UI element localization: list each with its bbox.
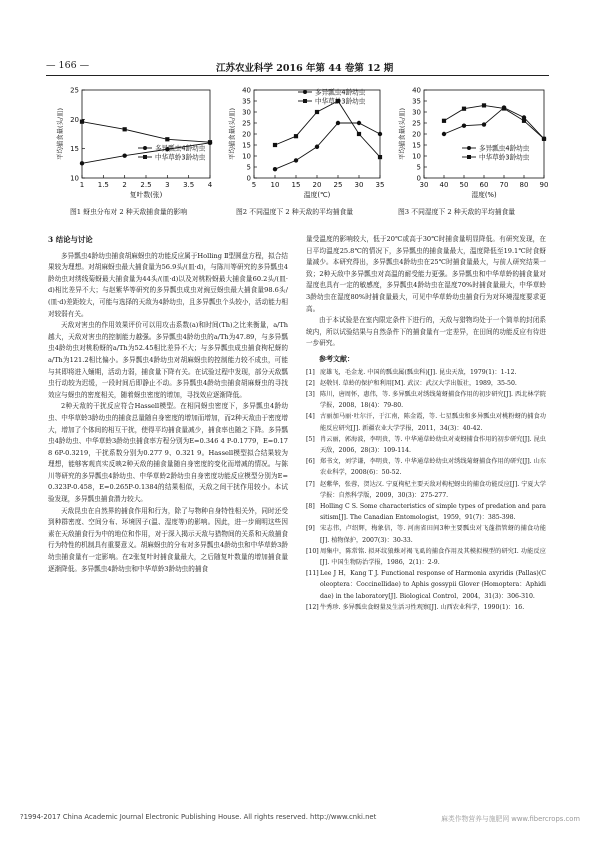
legend-marker <box>303 99 307 103</box>
x-tick-label: 35 <box>375 181 385 189</box>
x-axis-label: 湿度(%) <box>471 191 497 199</box>
legend-label: 多异瓢虫4龄幼虫 <box>479 144 530 153</box>
reference-item <box>306 479 546 501</box>
legend-label: 中华草蛉3龄幼虫 <box>479 153 530 162</box>
data-point <box>442 119 446 123</box>
data-point <box>315 145 319 149</box>
x-tick-label: 25 <box>333 181 343 189</box>
y-tick-label: 15 <box>412 141 421 150</box>
y-tick-label: 30 <box>412 108 421 117</box>
figure-1 <box>46 82 218 212</box>
y-tick-label: 15 <box>70 145 79 154</box>
reference-text: 赵敬钊. 草蛉的保护和利用[M]. 武汉：武汉大学出版社，1989，35-50. <box>320 379 517 387</box>
y-tick-label: 40 <box>242 86 251 95</box>
reference-item <box>306 378 546 389</box>
series-line-2 <box>82 122 210 143</box>
x-tick-label: 60 <box>479 181 489 189</box>
copyright-notice: ?1994-2017 China Academic Journal Electronic Publishing House. All rights reserved. http://www.cnki.net <box>20 813 377 821</box>
left-column <box>48 234 288 575</box>
figure-1-chart <box>46 82 218 206</box>
reference-number: [1] <box>306 368 315 376</box>
body-paragraph: 天敌昆虫在自然界的捕食作用和行为，除了与物种自身特性相关外，同时还受到种群密度、空间分布、环境因子(温、湿度等)的影响。因此，进一步阐明这些因素在天敌捕食行为中的地位和作用，对于深入揭示天敌与猎物间的关系和天敌捕食行为特性的机制具有重要意义。胡麻蚜虫的分布对多异瓢虫4龄幼虫和中华草蛉3龄幼虫捕食量有一定影响。在2张复叶时捕食量最大，之后随复叶数量的增加捕食量逐渐降低。多异瓢虫4龄幼虫和中华草蛉3龄幼虫的捕食 <box>48 506 288 573</box>
y-tick-label: 20 <box>70 115 79 124</box>
reference-text: Holling C S. Some characteristics of simple types of predation and parasitism[J]. The Canadian Entomologist，1959，91(7)：385-398. <box>320 502 546 522</box>
legend-label: 多异瓢虫4龄幼虫 <box>315 88 366 97</box>
series-line-1 <box>275 123 380 169</box>
x-tick-label: 4 <box>207 181 213 189</box>
y-tick-label: 25 <box>412 119 421 128</box>
reference-number: [6] <box>306 458 315 466</box>
reference-number: [10] <box>306 547 319 555</box>
data-point <box>294 134 298 138</box>
data-point <box>123 127 127 131</box>
reference-item <box>306 367 546 378</box>
reference-item <box>306 568 546 602</box>
y-tick-label: 20 <box>412 130 421 139</box>
header-divider <box>46 75 549 76</box>
references-heading: 参考文献： <box>319 353 354 363</box>
y-tick-label: 10 <box>242 152 251 161</box>
x-tick-label: 10 <box>270 181 280 189</box>
legend-label: 中华草蛉3龄幼虫 <box>155 153 206 162</box>
data-point <box>357 121 361 125</box>
y-axis-label: 平均捕食量(头/皿) <box>398 108 406 160</box>
reference-number: [3] <box>306 390 315 398</box>
y-tick-label: 5 <box>246 163 251 172</box>
data-point <box>442 132 446 136</box>
x-tick-label: 30 <box>354 181 364 189</box>
figure-2-chart <box>220 82 390 206</box>
x-axis-label: 温度(℃) <box>303 191 331 199</box>
reference-number: [9] <box>306 525 315 533</box>
x-tick-label: 2 <box>122 181 127 189</box>
x-tick-label: 20 <box>312 181 322 189</box>
body-paragraph: 由于本试验是在室内限定条件下进行的，天敌与猎物均处于一个简单的封闭系统内，所以试验结果与自然条件下的捕食量有一定差异，在田间的功能反应有待进一步研究。 <box>306 316 546 348</box>
x-tick-label: 3.5 <box>183 181 195 189</box>
x-tick-label: 2.5 <box>140 181 152 189</box>
body-paragraph: 天敌对害虫的作用效果评价可以用攻击系数(a)和时间(Th)之比来衡量，a/Th越大，天敌对害虫的控制能力越强。多异瓢虫4龄幼虫的a/Th为47.89，与多异瓢虫4龄幼虫对桃粉蚜的a/Th为52.45相比差异不大；与多异瓢虫成虫捕食枸杞蚜的a/Th为121.2相比偏小。多异瓢虫4龄幼虫对胡麻蚜虫的控制能力较不成虫，可能与其即将进入蛹期，活动力弱，捕食量下降有关。在试验过程中发现，部分天敌瓢虫行动较为迟缓，一段时间后即静止不动。多异瓢虫4龄幼虫捕食胡麻蚜虫的寻找效应与蚜虫的密度相关，随着蚜虫密度的增加，寻找效应逐渐降低。 <box>48 321 288 399</box>
legend-marker <box>143 146 147 150</box>
x-tick-label: 1 <box>79 181 85 189</box>
data-point <box>315 110 319 114</box>
reference-text: 宋志伟，卢绍辉，梅象信，等. 河南省田间3种主要瓢虫对飞蓬指管蚜的捕食功能[J]. 植物保护，2007(3)：30-33. <box>320 525 546 544</box>
y-tick-label: 25 <box>70 86 79 95</box>
x-tick-label: 30 <box>419 181 429 189</box>
y-axis-label: 平均捕食量(头/皿) <box>56 108 64 160</box>
reference-number: [2] <box>306 379 315 387</box>
data-point <box>208 140 212 144</box>
data-point <box>462 123 466 127</box>
data-point <box>482 122 486 126</box>
x-tick-label: 1.5 <box>97 181 109 189</box>
figure-3 <box>392 82 552 212</box>
watermark-text: 麻类作物营养与施肥网 www.fibercrops.com <box>441 815 580 823</box>
x-tick-label: 90 <box>539 181 549 189</box>
legend-marker <box>467 155 471 159</box>
figure-1-caption: 图1 蚜虫分布对 2 种天敌捕食量的影响 <box>70 208 188 216</box>
reference-item <box>306 501 546 523</box>
data-point <box>273 167 277 171</box>
data-point <box>80 161 84 165</box>
reference-text: 古丽加马丽·吐尔汗，于江南，陈金霞，等. 七星瓢虫和多异瓢虫对桃粉蚜的捕食功能反应研究[J]. 新疆农业大学学报，2011，34(3)：40-42. <box>320 413 546 432</box>
series-line-2 <box>444 105 544 138</box>
legend-marker <box>303 90 307 94</box>
data-point <box>462 107 466 111</box>
y-tick-label: 35 <box>242 97 251 106</box>
reference-text: Lee J H，Kang T J. Functional response of Harmonia axyridis (Pallas)(Coleoptera：Coccinellidae) to Aphis gossypii Glover (Homoptera：Aphididae) in the laboratory[J]. Biological Control，2004，31(3)：306-310. <box>320 570 546 600</box>
right-column <box>306 234 546 613</box>
y-tick-label: 40 <box>412 86 421 95</box>
reference-item <box>306 523 546 545</box>
x-tick-label: 50 <box>459 181 469 189</box>
series-line-2 <box>275 101 380 157</box>
legend-marker <box>467 146 471 150</box>
reference-number: [11] <box>306 570 319 578</box>
reference-text: 肖云丽，郭海波，李明贵，等. 中华通草蛉幼虫对麦蚜捕食作用的初步研究[J]. 昆虫天敌，2006，28(3)：109-114. <box>320 435 546 454</box>
x-tick-label: 80 <box>519 181 529 189</box>
x-tick-label: 15 <box>291 181 301 189</box>
page-footer <box>20 813 580 825</box>
body-paragraph: 2种天敌的干扰反应符合Hassell模型。在相同蚜虫密度下，多异瓢虫4龄幼虫、中华草蛉3龄幼虫的捕食总量随自身密度的增加而增加，而2种天敌由于密度增大，增加了个体间的相互干扰，使得平均捕食量减少，捕食率也随之下降。多异瓢虫4龄幼虫、中华草蛉3龄幼虫捕食率方程分别为E=0.346 4 P-0.1779，E=0.178 6P-0.3219，干扰系数分别为0.277 9、0.321 9。Hassell模型拟合结果较为理想，能够客观真实反映2种天敌的捕食量随自身密度的变化而增减的情况。与陈川等研究的多异瓢虫4龄幼虫、中华草蛉2龄幼虫自身密度功能反应模型分别为E=0.323P-0.458，E=0.265P-0.1384的结果相似，天敌之间干扰作用较小。本试验发现，多异瓢虫捕食潜力较大。 <box>48 402 288 504</box>
references-list <box>306 367 546 613</box>
reference-text: 牛秀珍. 多异瓢虫食蚜量及生活习性观察[J]. 山西农业科学，1990(1)：16. <box>320 603 525 611</box>
reference-item <box>306 411 546 433</box>
reference-text: 赵紫华，张蓉，贺达汉. 宁夏枸杞主要天敌对枸杞蚜虫的捕食功能反应[J]. 宁夏大学学报：自然科学版，2009，30(3)：275-277. <box>320 480 546 499</box>
y-tick-label: 10 <box>412 152 421 161</box>
data-point <box>294 158 298 162</box>
reference-item <box>306 456 546 478</box>
y-tick-label: 35 <box>412 97 421 106</box>
legend-label: 中华草蛉3龄幼虫 <box>315 97 366 106</box>
reference-text: 陈川，唐周怀，惠伟，等. 多异瓢虫对绣线菊蚜捕食作用的初步研究[J]. 西北林学院学报，2008，18(4)：79-80. <box>320 390 546 410</box>
y-tick-label: 10 <box>70 174 79 183</box>
x-tick-label: 70 <box>499 181 509 189</box>
data-point <box>336 121 340 125</box>
reference-text: 郑书文，刘学谦，李明贵，等. 中华通草蛉幼虫对绣线菊蚜捕食作用的研究[J]. 山东农业科学，2008(6)：50-52. <box>320 458 546 477</box>
reference-item <box>306 389 546 411</box>
y-tick-label: 0 <box>246 174 251 183</box>
data-point <box>482 103 486 107</box>
reference-number: [5] <box>306 435 315 443</box>
journal-title: 江苏农业科学 2016 年第 44 卷第 12 期 <box>216 63 394 74</box>
x-tick-label: 40 <box>439 181 449 189</box>
reference-text: 周集中，陈常铭. 拟环纹狼蛛对褐飞虱的捕食作用及其模拟模型的研究Ⅰ. 功能反应[J]. 中国生物防治学报，1986，2(1)：2-9. <box>320 547 546 566</box>
y-tick-label: 15 <box>242 141 251 150</box>
reference-item <box>306 602 546 613</box>
reference-number: [7] <box>306 480 315 488</box>
figure-3-chart <box>392 82 552 206</box>
y-tick-label: 20 <box>242 130 251 139</box>
data-point <box>542 137 546 141</box>
data-point <box>273 143 277 147</box>
legend-label: 多异瓢虫4龄幼虫 <box>155 144 206 153</box>
data-point <box>522 119 526 123</box>
body-paragraph: 多异瓢虫4龄幼虫捕食胡麻蚜虫的功能反应属于Holling Ⅱ型圆盘方程，拟合结果较为理想。对胡麻蚜虫最大捕食量为56.9头/(皿·d)，与陈川等研究的多异瓢虫4龄幼虫对绣线菊蚜最大捕食量为44头/(皿·d)以及对桃粉蚜最大捕食量60.2头/(皿·d)相比差异不大；与赵紫华等研究的多异瓢虫成虫对豌豆蚜虫最大捕食量98.6头/(皿·d)差距较大，可能与选择的天敌为4龄幼虫，且多异瓢虫个头较小，活动能力相对较弱有关。 <box>48 251 288 318</box>
data-point <box>122 154 126 158</box>
reference-text: 庞雄飞，毛金龙. 中国的瓢虫属(瓢虫科)[J]. 昆虫天敌，1979(1)：1-12. <box>320 368 517 376</box>
body-paragraph: 量受温度的影响较大，低于20℃或高于30℃时捕食量明显降低。有研究发现，在日平均温度25.8℃的情况下，多异瓢虫的捕食量最大，温度降低至19.1℃时食蚜量减少。本研究得出，多异瓢虫4龄幼虫在25℃时捕食量最大，与前人研究结果一致；2种天敌中多异瓢虫对高温的耐受能力更强。多异瓢虫和中华草蛉的捕食量对湿度也具有一定的敏感度，多异瓢虫4龄幼虫在湿度70%时捕食量最大，中华草蛉3龄幼虫在湿度80%时捕食量最大，可见中华草蛉幼虫捕食行为对环境湿度要求更高。 <box>306 235 546 313</box>
data-point <box>165 137 169 141</box>
y-tick-label: 30 <box>242 108 251 117</box>
y-axis-label: 平均捕食量(头/皿) <box>228 108 236 160</box>
figure-2-caption: 图2 不同温度下 2 种天敌的平均捕食量 <box>236 208 354 216</box>
y-tick-label: 0 <box>416 174 421 183</box>
figure-2 <box>220 82 390 212</box>
reference-item <box>306 546 546 568</box>
legend-marker <box>143 155 147 159</box>
x-axis-label: 复叶数(张) <box>129 191 163 199</box>
reference-number: [4] <box>306 413 315 421</box>
y-tick-label: 25 <box>242 119 251 128</box>
section-heading: 3 结论与讨论 <box>48 235 93 244</box>
reference-item <box>306 434 546 456</box>
figure-3-caption: 图3 不同湿度下 2 种天敌的平均捕食量 <box>398 208 516 216</box>
data-point <box>502 106 506 110</box>
data-point <box>378 155 382 159</box>
data-point <box>357 132 361 136</box>
data-point <box>378 132 382 136</box>
x-tick-label: 3 <box>165 181 170 189</box>
page-number: — 166 — <box>46 60 90 71</box>
series-line-1 <box>444 108 544 139</box>
data-point <box>80 120 84 124</box>
page-header <box>46 60 549 74</box>
reference-number: [8] <box>306 502 315 510</box>
y-tick-label: 5 <box>416 163 421 172</box>
reference-number: [12] <box>306 603 319 611</box>
x-tick-label: 5 <box>251 181 257 189</box>
